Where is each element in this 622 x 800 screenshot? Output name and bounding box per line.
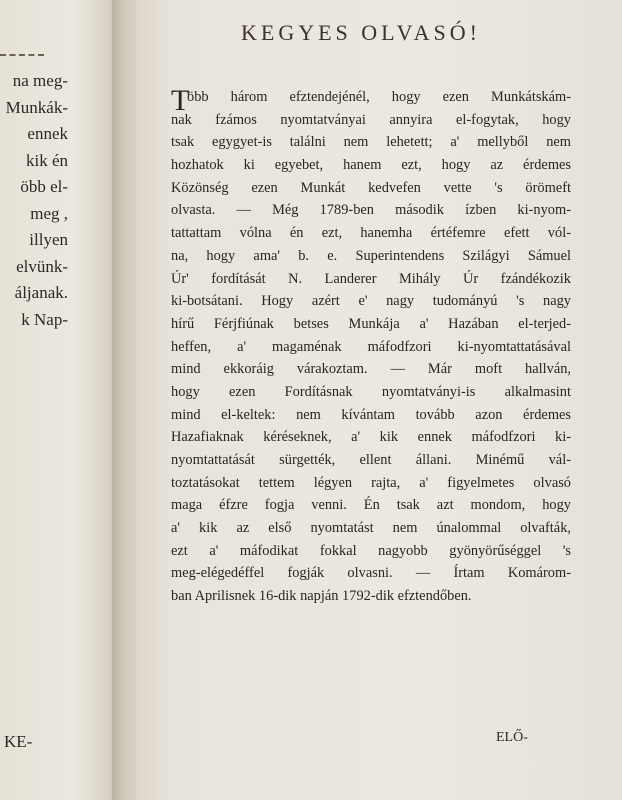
text-line: meg-elégedéffel fogják olvasni. — Írtam Komárom- [171,565,571,582]
previous-page-text [6,68,68,333]
text-line: heffen, a' magaménak máfodfzori ki-nyomtattatásával [171,338,571,355]
text-line: nyomtattatását sürgették, ellent állani. Minémű vál- [171,452,571,468]
text-line: ki-botsátani. Hogy azért e' nagy tudományú 's nagy [171,293,571,310]
text-line: toztatásokat tettem légyen rajta, a' figyelmetes olvasó [171,474,571,491]
text-line: na, hogy ama' b. e. Superintendens Szilágyi Sámuel [171,247,571,264]
text-line: hogy ezen Fordításnak nyomtatványi-is alkalmasint [171,383,571,400]
preface-text [171,86,571,608]
text-line: a' kik az első nyomtatást nem únalommal olvafták, [171,520,571,537]
page-catchword: ELŐ- [496,730,528,745]
previous-page-catchword: KE- [4,732,33,751]
text-line: mind ekkoráig várakoztam. — Már moft hallván, [171,361,571,378]
text-line: meg , [30,203,68,223]
text-line: Munkák- [5,97,68,117]
text-line: hírű Férjfiúnak betses Munkája a' Hazában el-terjed- [171,315,571,332]
text-line: tsak egygyet-is találni nem lehetett; a' mellyből nem [171,134,571,151]
text-line: nak fzámos nyomtatványai annyira el-fogytak, hogy [171,111,571,128]
text-line: k Nap- [21,309,68,329]
text-line: Úr' fordítását N. Landerer Mihály Úr fzándékozik [171,270,571,287]
text-line: öbb el- [20,177,68,196]
text-line: na meg- [12,71,68,90]
text-line: hozhatok ki egyebet, hanem ezt, hogy az érdemes [171,157,571,174]
page-heading: KEGYES OLVASÓ! [241,20,481,45]
text-line: illyen [29,230,68,249]
text-line: ezt a' máfodikat fokkal nagyobb gyönyörűséggel 's [171,542,571,559]
previous-page [0,0,118,800]
text-line: tattattam vólna én ezt, hanemha értéfemre efett vól- [171,225,571,242]
text-line: olvasta. — Még 1789-ben második ízben ki-nyom- [171,202,571,219]
drop-cap: T [171,84,190,117]
ornamental-rule [0,54,44,56]
text-line: ban Aprilisnek 16-dik napján 1792-dik efztendőben. [171,588,472,605]
text-line: Hazafiaknak kéréseknek, a' kik ennek máfodfzori ki- [171,429,571,446]
text-line: kik én [25,150,68,170]
text-line: mind el-keltek: nem kívántam tovább azon érdemes [171,406,571,423]
text-line: öbb három efztendejénél, hogy ezen Munkátskám- [187,89,571,105]
current-page [136,0,622,800]
text-line: elvünk- [16,256,68,276]
text-line: maga éfzre fogja venni. Én tsak azt mondom, hogy [171,497,571,514]
text-line: Közönség ezen Munkát kedvefen vette 's örömeft [171,179,571,196]
text-line: ennek [27,124,68,143]
text-line: áljanak. [14,283,68,302]
